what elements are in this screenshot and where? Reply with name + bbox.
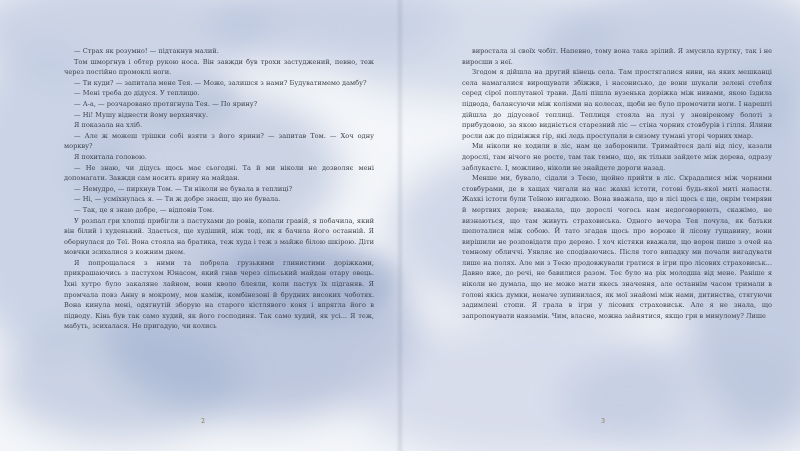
paragraph: — Немудро, — пирхнув Том. — Ти ніколи не бувала в теплиці? (74, 184, 293, 193)
page-gutter (396, 0, 404, 451)
paragraph: Згодом я дійшла на другий кінець села. Там простягалися ниви, на яких мешканці села намагалися вирощувати збіжжя, і насонисько, де вони шукали зелені стебля серед сірої поплутаної трави. Далі пішла вузенька доріжка між нивами, якою їздила підвода, балансуючи між коліями на колесах, щоби не було промочити ноги. І нарешті дійшла до дідусевої теплиці. Теплиця стояла на лузі у зневіреному болоті з прибудовою, за якою видніється старезний ліс — стіна чорних стовбурів і гілля. Ялини росли аж до підніжжя гір, які ледь проступали в сизому тумані угорі чорних хмар. (462, 68, 772, 140)
paragraph: — А-а, — розчаровано протягнула Тея. — По ярину? (74, 99, 258, 108)
paragraph: — Ні, — усміхнулась я. — Ти ж добре знаєш, що не бувала. (74, 195, 281, 204)
paragraph: У розпал гри хлопці прибігли з пастухами до ровів, копали гравій, я побачила, який він білий і худенький. Здається, ще худіший, ніж тоді, як я бачила його останній. Я обернулася до Теї. Вона стояла на братика, теж худа і теж з майже білою шкірою. Діти мовчки зсихалися з кожним днем. (64, 216, 374, 257)
paragraph: Я похитала головою. (74, 152, 147, 161)
left-page-number: 2 (201, 418, 205, 425)
paragraph: — Не знаю, чи дідусь щось має сьогодні. Та й ми ніколи не дозволяє мені допомагати. Завжди сам носить ярину на майдан. (64, 163, 374, 183)
right-page-text (462, 46, 772, 321)
paragraph: Том шморгнув і обтер рукою носа. Він завжди був трохи застуджений, певно, теж через постійно промоклі ноги. (64, 57, 374, 77)
paragraph: — Страх як розумно! — підтакнув малий. (74, 47, 219, 55)
paragraph: — Так, це я знаю добре, — відповів Том. (74, 205, 215, 214)
paragraph: Ми ніколи не ходили в ліс, нам це заборонили. Тримайтеся далі від лісу, казали дорослі, там нічого не росте, там так темно, що, як тільки зайдете між дерева, одразу заблукаєте. І, можливо, ніколи не знайдете дороги назад. (462, 142, 772, 172)
paragraph: — Ні! Мушу віднести йому верхнячку. (74, 110, 209, 119)
paragraph: — Але ж можеш трішки собі взяти з його ярини? — запитав Том. — Хоч одну моркву? (64, 131, 374, 151)
left-page-text (64, 46, 374, 332)
paragraph: — Ти куди? — запитала мене Тея. — Може, залишся з нами? Будуватимемо дамбу? (74, 78, 367, 87)
paragraph: Я попрощалася з ними та побрела грузькими глинистими доріжками, прикрашаючись з пастухом Юнасом, який гнав через сільський майдан отару овець. Їхні хутро було закаляне лайном, вони кволо блеяли, коли пастух їх підганяв. Я промчала повз Анну в мокрому, мов каміж, комбінезоні й брудних високих чоботях. Вона кинула мені, одягнутій зборую на старого кістлявого коня і впрягла його в підводу. Кінь був так само худий, як його господиня. Так само худий, як усі... Я теж, мабуть, зсихалася. Не пригадую, чи колись (64, 258, 374, 331)
right-page-number: 3 (601, 418, 605, 425)
paragraph: — Мені треба до дідуся. У теплицю. (74, 89, 200, 98)
paragraph: Я показала на хліб. (74, 121, 143, 130)
paragraph: Менше ми, бувало, сідали з Теєю, щойно прийти в ліс. Скрадалися між чорними стовбурами, де в хащах чигали на нас жахкі істоти, готові будь-якої миті напасти. Жахкі істоти були Теїною вигадкою. Вона вважала, що в лісі щось є ще, окрім темряви й мертвих дерев; вважала, що дорослі чогось нам недоговорюють, скажімо, не визнаються, що там живуть страховиська. Одного вечора Тея почула, як батьки шепоталися між собою. Й тато згадав щось про вороже й лісову гущавину, вони вирішили не розповідати про дерево. І хоч кістяки вважали, що ворон пише з очей на темному обличчі. Уявляє не сподіваючись. Після того випадку ми почали вигадувати лише на полях. Але ми з Теєю продовжували гратися в ігри про лісових страховиськ... Давно вже, до речі, не бавилися разом. Теє було на рік молодша від мене. Раніше я ніколи не думала, що не може мати якесь значення, але останнім часом тримали в голові якісь думки, неначе зупинилася, як мої знайомі між нами, дитинства, стягуючи задимлені стопи. Я грала в ігри у лісових страховиськ. Але я не знала, що запропонувати навзамін. Чим, власне, можна зайнятися, якщо гри в минулому? Лише (462, 174, 772, 320)
paragraph: виростала зі своїх чобіт. Напевно, тому вона така зрілий. Я змусила куртку, так і не виросши з неї. (462, 47, 772, 66)
